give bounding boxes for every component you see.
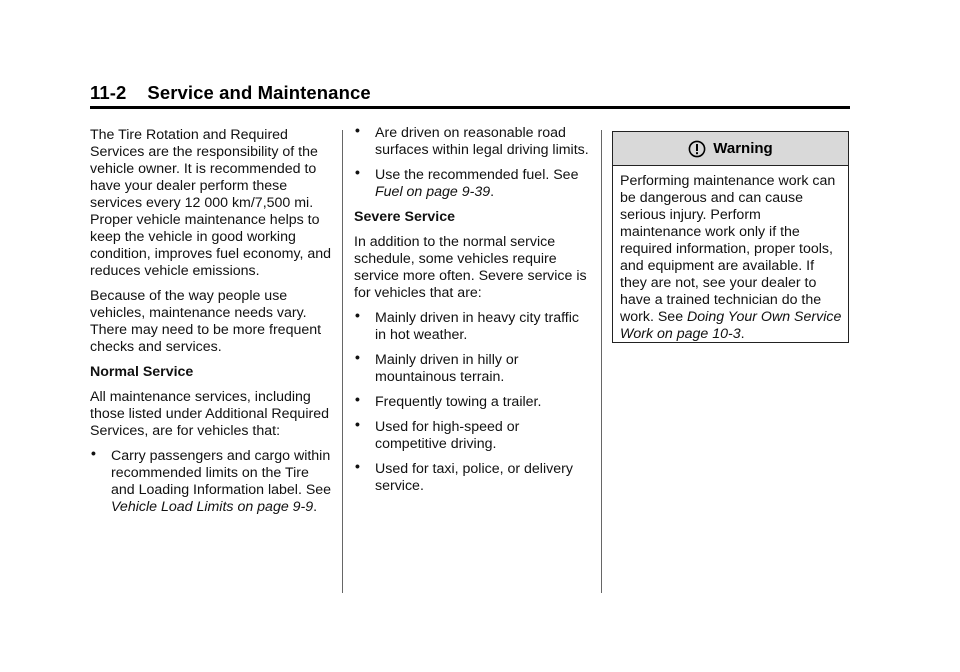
bullet-icon: • (355, 416, 360, 432)
normal-service-paragraph: All maintenance services, including those listed under Additional Required Services, are for vehicles that: (90, 389, 329, 439)
bullet-icon: • (355, 164, 360, 180)
warning-box (612, 131, 849, 343)
cross-reference-link[interactable]: Vehicle Load Limits on page 9-9 (111, 499, 314, 515)
list-item (354, 122, 589, 159)
list-item-text: Used for high-speed or competitive driving. (375, 419, 520, 452)
list-item (354, 458, 589, 495)
list-item-text: Mainly driven in hilly or mountainous terrain. (375, 352, 519, 385)
list-item-text: Are driven on reasonable road surfaces within legal driving limits. (375, 125, 589, 158)
list-item-text: Mainly driven in heavy city traffic in hot weather. (375, 310, 579, 343)
list-item (354, 164, 589, 201)
list-item-text: Used for taxi, police, or delivery service. (375, 461, 573, 494)
warning-body (613, 166, 848, 343)
column-left (90, 127, 335, 524)
column-divider (342, 130, 343, 593)
variability-paragraph: Because of the way people use vehicles, maintenance needs vary. There may need to be more frequent checks and services. (90, 288, 322, 355)
cross-reference-link[interactable]: Fuel on page 9-39 (375, 184, 491, 200)
severe-service-list (354, 307, 589, 495)
normal-service-heading: Normal Service (90, 364, 194, 380)
column-divider (601, 130, 602, 593)
warning-label: Warning (713, 140, 773, 157)
page-header (90, 80, 850, 109)
bullet-icon: • (355, 122, 360, 138)
list-item-end: . (490, 184, 495, 200)
section-title: Service and Maintenance (147, 82, 371, 103)
warning-header (613, 132, 848, 166)
intro-paragraph: The Tire Rotation and Required Services are the responsibility of the vehicle owner. It is recommended to have your dealer perform these services every 12 000 km/7,500 mi. Proper vehicle maintenance helps to keep the vehicle in good working condition, improves fuel economy, and reduces vehicle emissions. (90, 127, 332, 279)
warning-text-main: Performing maintenance work can be dangerous and can cause serious injury. Perform maintenance work only if the required information, proper tools, and equipment are available. If they are not, see your dealer to have a trained technician do the work. See (620, 173, 836, 325)
normal-service-list-continued (354, 122, 589, 201)
normal-service-list (90, 445, 335, 516)
page-header-title (90, 82, 371, 104)
page-number: 11-2 (90, 82, 127, 103)
bullet-icon: • (355, 349, 360, 365)
warning-text (620, 173, 842, 343)
severe-service-paragraph: In addition to the normal service schedule, some vehicles require service more often. Severe service is for vehicles that are: (354, 234, 587, 301)
bullet-icon: • (355, 307, 360, 323)
warning-text-end: . (740, 326, 745, 342)
bullet-icon: • (355, 458, 360, 474)
list-item (354, 307, 589, 344)
list-item-text: Frequently towing a trailer. (375, 394, 542, 410)
list-item-text: Use the recommended fuel. See (375, 167, 579, 183)
list-item (90, 445, 335, 516)
warning-icon (688, 140, 706, 158)
list-item (354, 391, 589, 411)
list-item (354, 349, 589, 386)
list-item-text: Carry passengers and cargo within recommended limits on the Tire and Loading Information label. See (111, 448, 332, 498)
severe-service-heading: Severe Service (354, 209, 455, 225)
bullet-icon: • (355, 391, 360, 407)
list-item-end: . (313, 499, 318, 515)
bullet-icon: • (91, 445, 96, 461)
column-middle (354, 122, 589, 503)
cross-reference-link[interactable]: Doing Your Own Service Work on page 10-3 (620, 309, 842, 342)
list-item (354, 416, 589, 453)
